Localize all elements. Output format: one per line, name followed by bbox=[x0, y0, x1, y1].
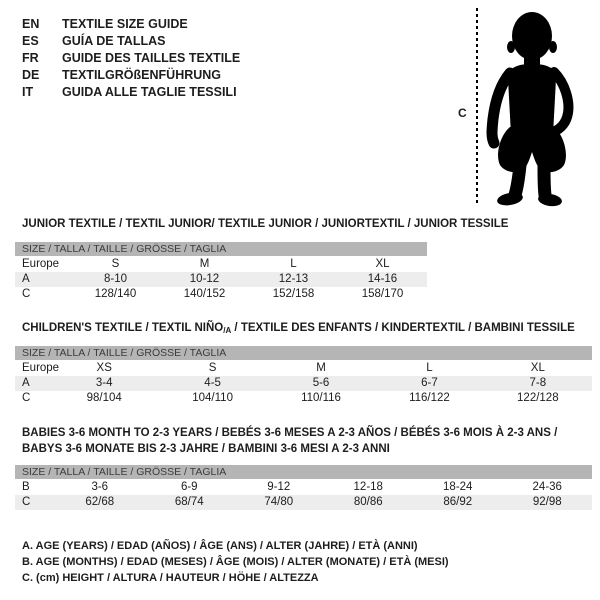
junior-section-title: JUNIOR TEXTILE / TEXTIL JUNIOR/ TEXTILE JUNIOR / JUNIORTEXTIL / JUNIOR TESSILE bbox=[22, 218, 509, 230]
language-code: DE bbox=[22, 68, 40, 82]
table-cell: 158/170 bbox=[361, 288, 404, 300]
babies-title-line2: BABYS 3-6 MONATE BIS 2-3 JAHRE / BAMBINI 3-6 MESI A 2-3 ANNI bbox=[22, 443, 390, 455]
table-cell: 128/140 bbox=[94, 288, 137, 300]
baby-height-figure bbox=[450, 6, 590, 211]
size-header-bar: SIZE / TALLA / TAILLE / GRÖSSE / TAGLIA bbox=[15, 465, 592, 479]
table-cell: 80/86 bbox=[353, 496, 383, 508]
table-cell: 116/122 bbox=[409, 392, 450, 404]
row-label: A bbox=[22, 377, 30, 389]
language-row-fr bbox=[22, 50, 240, 67]
height-measure-label: C bbox=[458, 106, 467, 120]
table-cell: 6-7 bbox=[421, 377, 438, 389]
language-row-it bbox=[22, 84, 240, 101]
measure-legend bbox=[22, 538, 449, 586]
table-cell: 24-36 bbox=[532, 481, 562, 493]
legend-line-b: B. AGE (MONTHS) / EDAD (MESES) / ÂGE (MOIS) / ALTER (MONATE) / ETÀ (MESI) bbox=[22, 556, 449, 568]
table-cell: L bbox=[426, 362, 433, 374]
height-measure-line bbox=[476, 8, 478, 206]
table-cell: L bbox=[290, 258, 297, 270]
children-title-part: CHILDREN'S TEXTILE / TEXTIL NIÑO bbox=[22, 322, 224, 334]
table-row-height bbox=[15, 287, 427, 302]
language-row-de bbox=[22, 67, 240, 84]
table-cell: 6-9 bbox=[180, 481, 198, 493]
table-cell: 86/92 bbox=[443, 496, 473, 508]
table-cell: 4-5 bbox=[204, 377, 221, 389]
table-cell: 8-10 bbox=[103, 273, 128, 285]
table-cell: 3-4 bbox=[95, 377, 113, 389]
language-title-list bbox=[22, 16, 240, 101]
table-row-europe bbox=[15, 257, 427, 272]
table-cell: 14-16 bbox=[367, 273, 398, 285]
table-cell: S bbox=[208, 362, 217, 374]
table-cell: 68/74 bbox=[174, 496, 204, 508]
table-cell: 98/104 bbox=[86, 392, 122, 404]
table-row-age bbox=[15, 272, 427, 287]
children-size-table bbox=[15, 346, 592, 406]
row-label: C bbox=[22, 392, 31, 404]
language-code: IT bbox=[22, 85, 34, 99]
table-cell: 7-8 bbox=[529, 377, 547, 389]
table-cell: XL bbox=[530, 362, 545, 374]
babies-size-table bbox=[15, 465, 592, 510]
table-cell: 9-12 bbox=[267, 481, 291, 493]
table-cell: 104/110 bbox=[192, 392, 233, 404]
table-cell: 74/80 bbox=[264, 496, 294, 508]
row-label: C bbox=[22, 496, 31, 508]
legend-line-c: C. (cm) HEIGHT / ALTURA / HAUTEUR / HÖHE / ALTEZZA bbox=[22, 572, 319, 584]
table-cell: M bbox=[316, 362, 326, 374]
row-label: Europe bbox=[22, 258, 60, 270]
table-cell: 110/116 bbox=[301, 392, 341, 404]
row-label: B bbox=[22, 481, 30, 493]
row-label: C bbox=[22, 288, 31, 300]
table-cell: 140/152 bbox=[183, 288, 226, 300]
language-code: ES bbox=[22, 34, 39, 48]
children-title-part: / TEXTILE DES ENFANTS / KINDERTEXTIL / BAMBINI TESSILE bbox=[231, 322, 575, 334]
language-title: GUIDA ALLE TAGLIE TESSILI bbox=[62, 85, 237, 99]
table-cell: M bbox=[199, 258, 210, 270]
row-label: Europe bbox=[22, 362, 60, 374]
table-cell: 122/128 bbox=[517, 392, 559, 404]
table-cell: 5-6 bbox=[312, 377, 330, 389]
table-row-europe bbox=[15, 361, 592, 376]
table-cell: 10-12 bbox=[189, 273, 220, 285]
language-title: GUIDE DES TAILLES TEXTILE bbox=[62, 51, 241, 65]
table-row-height bbox=[15, 495, 592, 510]
legend-line-a: A. AGE (YEARS) / EDAD (AÑOS) / ÂGE (ANS) / ALTER (JAHRE) / ETÀ (ANNI) bbox=[22, 540, 418, 552]
table-cell: S bbox=[111, 258, 120, 270]
language-code: EN bbox=[22, 17, 40, 31]
table-cell: 18-24 bbox=[443, 481, 473, 493]
table-cell: XS bbox=[96, 362, 112, 374]
babies-section-title bbox=[22, 425, 582, 457]
language-code: FR bbox=[22, 51, 39, 65]
language-row-en bbox=[22, 16, 240, 33]
table-cell: 152/158 bbox=[272, 288, 315, 300]
language-row-es bbox=[22, 33, 240, 50]
table-cell: 92/98 bbox=[532, 496, 562, 508]
language-title: TEXTILGRÖßENFÜHRUNG bbox=[62, 68, 222, 82]
table-cell: 12-13 bbox=[278, 273, 309, 285]
language-title: GUÍA DE TALLAS bbox=[62, 34, 166, 48]
children-section-title bbox=[22, 320, 575, 339]
table-row-age-months bbox=[15, 480, 592, 495]
row-label: A bbox=[22, 273, 30, 285]
size-header-bar: SIZE / TALLA / TAILLE / GRÖSSE / TAGLIA bbox=[15, 242, 427, 256]
table-cell: 62/68 bbox=[85, 496, 115, 508]
junior-size-table bbox=[15, 242, 427, 302]
size-header-bar: SIZE / TALLA / TAILLE / GRÖSSE / TAGLIA bbox=[15, 346, 592, 360]
language-title: TEXTILE SIZE GUIDE bbox=[62, 17, 188, 31]
babies-title-line1: BABIES 3-6 MONTH TO 2-3 YEARS / BEBÉS 3-6 MESES A 2-3 AÑOS / BÉBÉS 3-6 MOIS À 2-3 ANS / bbox=[22, 427, 558, 439]
table-cell: 3-6 bbox=[91, 481, 109, 493]
table-cell: XL bbox=[375, 258, 390, 270]
table-cell: 12-18 bbox=[353, 481, 383, 493]
children-title-sub: /A bbox=[223, 326, 232, 335]
table-row-age bbox=[15, 376, 592, 391]
table-row-height bbox=[15, 391, 592, 406]
baby-silhouette-icon bbox=[486, 9, 580, 207]
